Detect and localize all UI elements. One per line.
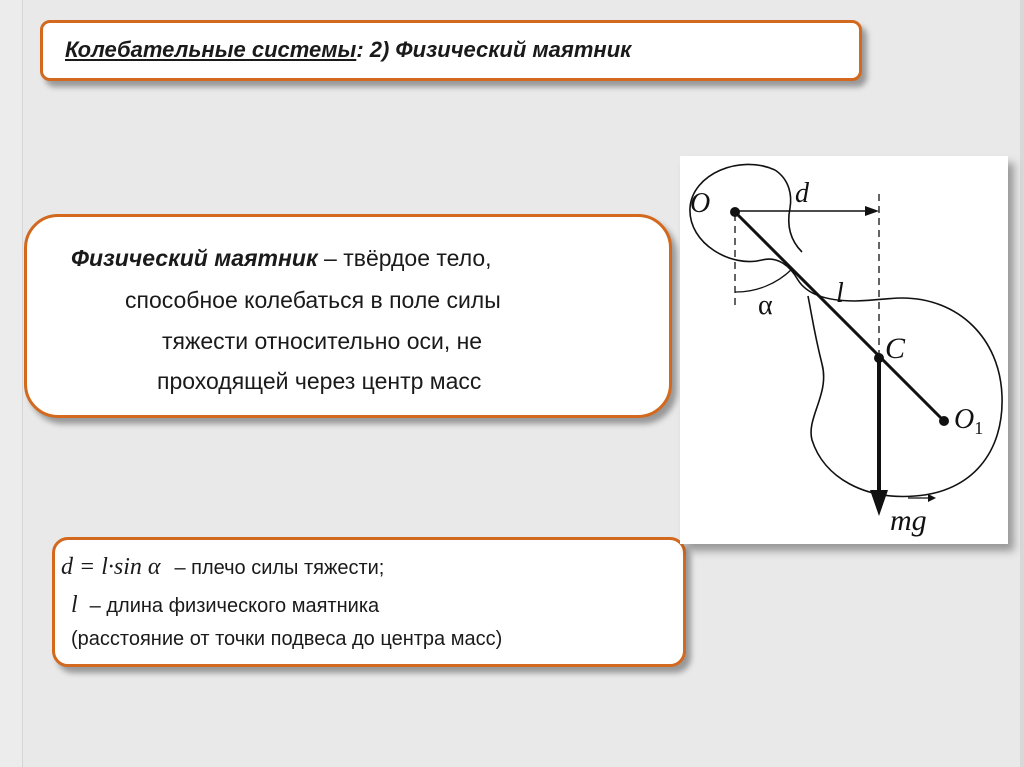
label-alpha: α — [758, 290, 773, 321]
gravity-arrowhead — [870, 490, 888, 516]
definition-line-1 — [71, 247, 492, 270]
formula-box — [52, 537, 686, 667]
mg-vector-mark-head — [928, 494, 936, 502]
distance-d-arrowhead — [865, 206, 879, 216]
pivot-point-o — [730, 207, 740, 217]
definition-line-2: способное колебаться в поле силы — [125, 287, 501, 313]
label-o: O — [690, 188, 711, 219]
formula-line-1 — [61, 554, 384, 581]
angle-arc — [735, 269, 792, 292]
definition-line-3: тяжести относительно оси, не — [162, 328, 483, 354]
length-description: – длина физического маятника — [89, 595, 380, 617]
title-underlined-part: Колебательные системы — [65, 37, 357, 62]
definition-term: Физический маятник — [71, 245, 318, 271]
label-o1-sub: 1 — [974, 418, 984, 438]
center-of-mass-c — [874, 353, 884, 363]
label-l: l — [836, 278, 844, 309]
formula-line-2 — [71, 592, 379, 619]
title-rest: : 2) Физический маятник — [356, 37, 632, 62]
length-symbol: l — [71, 592, 78, 618]
title-box — [40, 20, 862, 81]
arm-formula: d = l·sin α — [61, 554, 161, 580]
slide-edge — [1020, 0, 1024, 767]
arm-description: – плечо силы тяжести; — [174, 557, 385, 579]
label-c: C — [885, 332, 906, 365]
label-o1-main: O — [954, 404, 975, 435]
label-o1 — [954, 404, 983, 438]
label-force: mg — [890, 504, 927, 537]
formula-line-3: (расстояние от точки подвеса до центра масс) — [71, 628, 503, 650]
definition-line-1-rest: – твёрдое тело, — [317, 245, 492, 271]
pendulum-figure — [680, 156, 1008, 544]
pendulum-diagram — [680, 156, 1008, 544]
point-o1 — [939, 416, 949, 426]
definition-line-4: проходящей через центр масс — [157, 368, 482, 394]
label-d: d — [795, 178, 809, 209]
definition-box — [24, 214, 672, 418]
slide-title — [65, 37, 631, 63]
